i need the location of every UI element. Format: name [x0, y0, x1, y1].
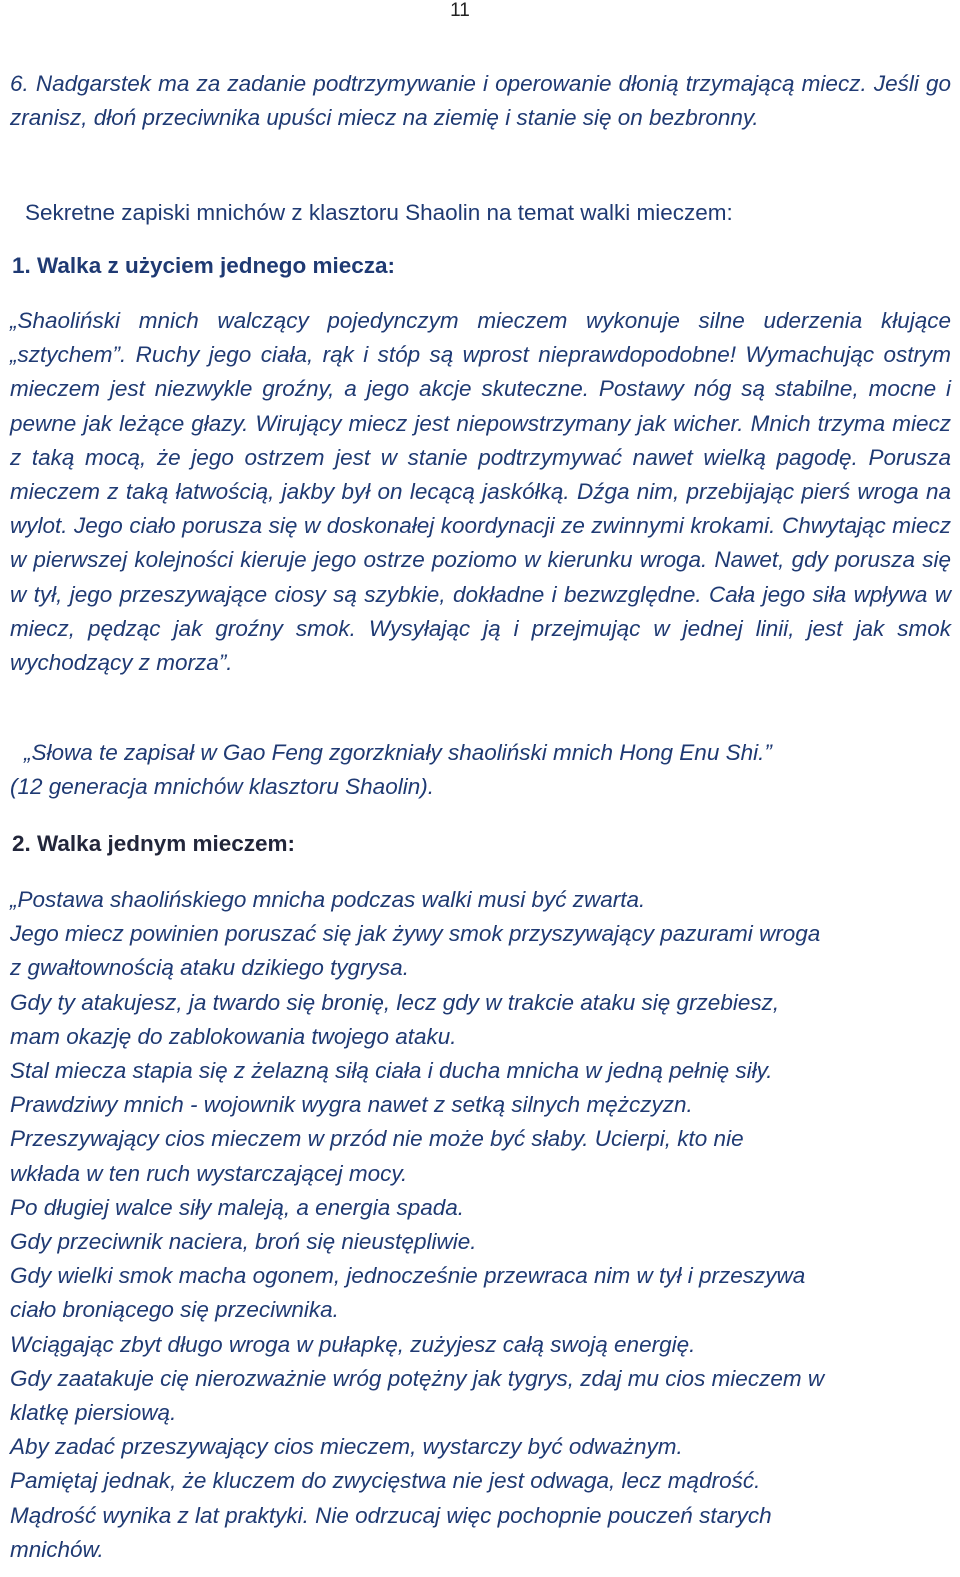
quote-line: Gdy wielki smok macha ogonem, jednocześnie przewraca nim w tył i przeszywa [10, 1263, 806, 1289]
quote-line: mam okazję do zablokowania twojego ataku. [10, 1023, 457, 1049]
quote-line: mnichów. [10, 1536, 104, 1562]
section-1-quote: „Shaoliński mnich walczący pojedynczym mieczem wykonuje silne uderzenia kłujące „sztychem”. Ruchy jego ciała, rąk i stóp są wprost nieprawdopodobne! Wymachując ostrym mieczem jest niezwykle groźny, a jego akcje skuteczne. Postawy nóg są stabilne, mocne i pewne jak leżące głazy. Wirujący miecz jest niepowstrzymany jak wicher. Mnich trzyma miecz z taką mocą, że jego ostrzem jest w stanie podtrzymywać nawet wielką pagodę. Porusza mieczem z taką łatwością, jakby był on lecącą jaskółką. Dźga nim, przebijając pierś wroga na wylot. Jego ciało porusza się w doskonałej koordynacji ze zwinnymi krokami. Chwytając miecz w pierwszej kolejności kieruje jego ostrze poziomo w kierunku wroga. Nawet, gdy porusza się w tył, jego przeszywające ciosy są szybkie, dokładne i bezwzględne. Cała jego siła wpływa w miecz, pędząc jak groźny smok. Wysyłając ją i przejmując w jednej linii, jest jak smok wychodzący z morza”. [10, 308, 951, 676]
quote-line: Gdy przeciwnik naciera, broń się nieustępliwie. [10, 1229, 477, 1255]
quote-line: Przeszywający cios mieczem w przód nie może być słaby. Ucierpi, kto nie [10, 1126, 744, 1152]
section-1-heading: 1. Walka z użyciem jednego miecza: [12, 253, 396, 278]
quote-line: „Postawa shaolińskiego mnicha podczas walki musi być zwarta. [10, 887, 646, 912]
quote-line: Prawdziwy mnich - wojownik wygra nawet z setką silnych mężczyzn. [10, 1092, 693, 1118]
quote-line: Aby zadać przeszywający cios mieczem, wystarczy być odważnym. [10, 1434, 683, 1460]
quote-line: Pamiętaj jednak, że kluczem do zwycięstwa nie jest odwaga, lecz mądrość. [10, 1468, 761, 1494]
list-item-6: 6. Nadgarstek ma za zadanie podtrzymywanie i operowanie dłonią trzymającą miecz. Jeśli go zranisz, dłoń przeciwnika upuści miecz na ziemię i stanie się on bezbronny. [10, 71, 951, 131]
attribution [10, 736, 951, 804]
quote-line: wkłada w ten ruch wystarczającej mocy. [10, 1160, 408, 1186]
quote-line: Gdy zaatakuje cię nierozważnie wróg potężny jak tygrys, zdaj mu cios mieczem w [10, 1365, 825, 1391]
secret-notes-heading: Sekretne zapiski mnichów z klasztoru Shaolin na temat walki mieczem: [25, 200, 733, 225]
attribution-line: „Słowa te zapisał w Gao Feng zgorzkniały shaoliński mnich Hong Enu Shi.” [24, 740, 772, 765]
quote-line: Gdy ty atakujesz, ja twardo się bronię, lecz gdy w trakcie ataku się grzebiesz, [10, 989, 780, 1015]
quote-line: z gwałtownością ataku dzikiego tygrysa. [10, 955, 409, 981]
quote-line: Mądrość wynika z lat praktyki. Nie odrzucaj więc pochopnie pouczeń starych [10, 1502, 772, 1528]
quote-line: Po długiej walce siły maleją, a energia spada. [10, 1194, 465, 1220]
quote-line: Jego miecz powinien poruszać się jak żywy smok przyszywający pazurami wroga [10, 921, 821, 947]
page-number: 11 [450, 0, 470, 21]
quote-line: klatkę piersiową. [10, 1400, 177, 1426]
quote-line: Wciągając zbyt długo wroga w pułapkę, zużyjesz całą swoją energię. [10, 1331, 696, 1357]
section-2-quote [10, 883, 951, 1567]
quote-line: ciało broniącego się przeciwnika. [10, 1297, 339, 1323]
section-2-heading: 2. Walka jednym mieczem: [12, 831, 296, 856]
quote-line: Stal miecza stapia się z żelazną siłą ciała i ducha mnicha w jedną pełnię siły. [10, 1058, 773, 1084]
attribution-line: (12 generacja mnichów klasztoru Shaolin). [10, 774, 434, 800]
